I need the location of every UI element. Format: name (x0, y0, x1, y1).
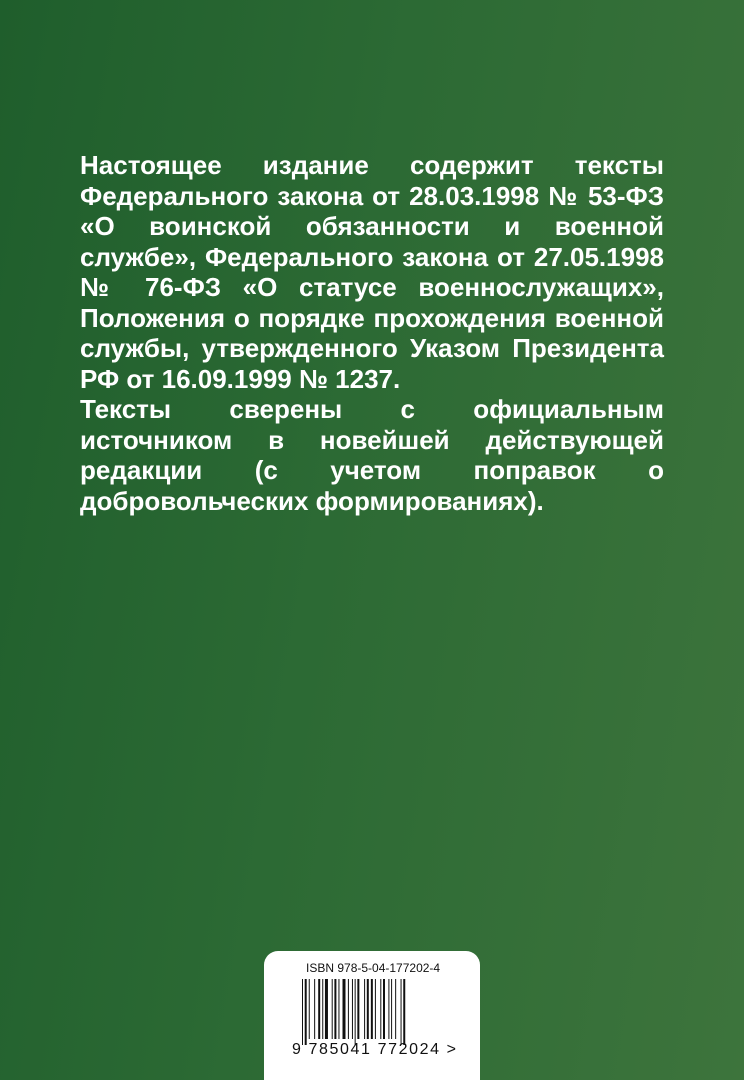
barcode-digits: 9 785041 772024 > (292, 1041, 458, 1058)
back-cover-description (80, 150, 664, 516)
barcode-panel (264, 951, 480, 1080)
description-paragraph-1: Настоящее издание содержит тексты Федерального закона от 28.03.1998 № 53-ФЗ «О воинской обязанности и военной службе», Федерального закона от 27.05.1998 № 76-ФЗ «О статусе военнослужащих», Положения о порядке прохождения военной службы, утвержденного Указом Президента РФ от 16.09.1999 № 1237. (80, 150, 664, 394)
isbn-label: ISBN 978-5-04-177202-4 (306, 961, 441, 975)
description-paragraph-2: Тексты сверены с официальным источником в новейшей действующей редакции (с учетом поправок о добровольческих формированиях). (80, 394, 664, 516)
barcode-icon (302, 979, 448, 1045)
